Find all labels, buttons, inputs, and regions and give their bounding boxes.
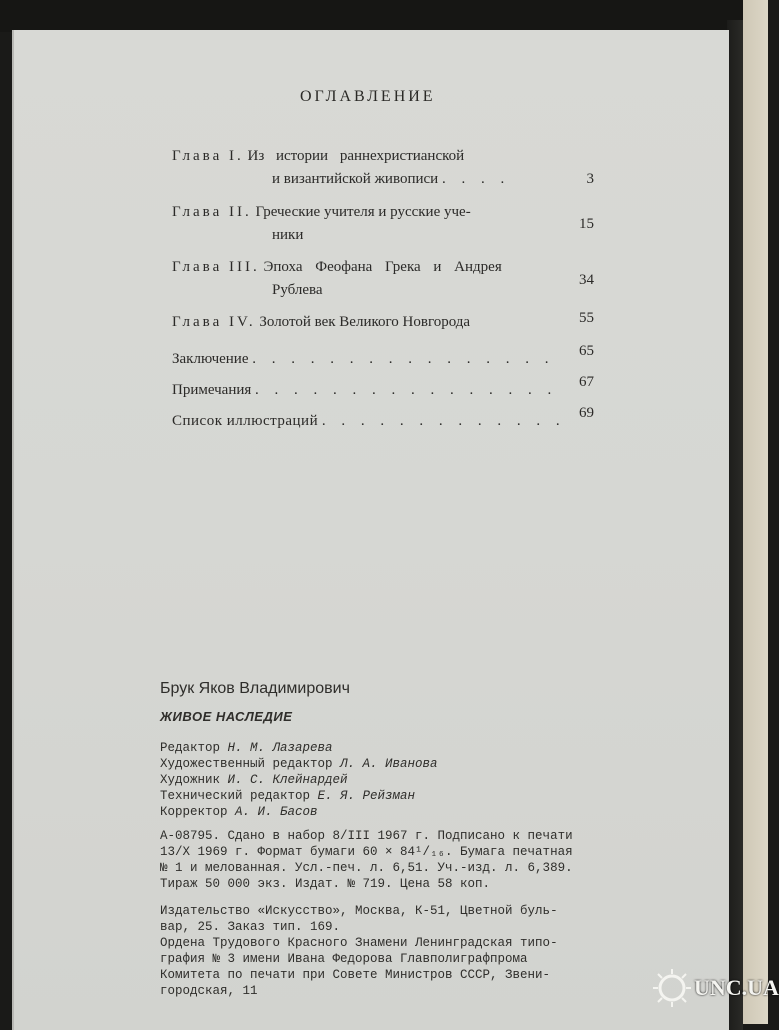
printer-info: Ордена Трудового Красного Знамени Ленинградская типо- графия № 3 имени Ивана Федорова Главполиграфпрома Комитета по печати при Совете Министров СССР, Звени- городская, 11 [160,936,558,998]
credit-name: Е. Я. Рейзман [317,789,416,803]
chapter-title-line1: Из истории раннехристианской [247,148,465,164]
page-number: 34 [579,272,594,288]
credit-name: А. И. Басов [235,805,318,819]
chapter-title-line2: Рублева [272,282,323,298]
chapter-title-line2: ники [272,227,304,243]
entry-title: Заключение [172,351,249,367]
author-name: Брук Яков Владимирович [160,680,350,697]
credits-list [160,740,438,820]
book-title: ЖИВОЕ НАСЛЕДИЕ [160,709,293,724]
page-number: 15 [579,216,594,232]
credit-line [160,804,438,820]
credit-line [160,756,438,772]
page-number: 67 [579,374,594,390]
adjacent-page [743,0,768,1024]
watermark-seal-icon [652,968,692,1008]
table-of-contents [172,145,602,429]
chapter-label: Глава IV. [172,314,256,330]
credit-role: Корректор [160,805,228,819]
chapter-label: Глава II. [172,204,252,220]
entry-title: Список иллюстраций [172,413,319,429]
print-info: А-08795. Сдано в набор 8/III 1967 г. Подписано к печати 13/X 1969 г. Формат бумаги 60 × 84¹/₁₆. Бумага печатная № 1 и мелованная. Усл.-печ. л. 6,51. Уч.-изд. л. 6,389. Тираж 50 000 экз. Издат. № 719. Цена 58 коп. [160,829,573,891]
credit-line [160,788,438,804]
page-number: 65 [579,343,594,359]
credit-line [160,740,438,756]
credit-role: Художественный редактор [160,757,333,771]
leader-dots: . . . . . . . . . . . . . . . . [252,351,555,367]
credit-name: Л. А. Иванова [340,757,438,771]
watermark [652,968,779,1008]
chapter-label: Глава III. [172,259,260,275]
chapter-title-line1: Золотой век Великого Новгорода [259,314,471,330]
toc-entry-chapter-4 [172,311,602,334]
toc-entry-chapter-2 [172,201,602,247]
credit-role: Технический редактор [160,789,311,803]
toc-entry-notes [172,374,602,402]
credit-name: И. С. Клейнардей [227,773,348,787]
chapter-title-line1: Эпоха Феофана Грека и Андрея [263,259,502,275]
toc-entry-chapter-3 [172,256,602,302]
credit-role: Художник [160,773,221,787]
leader-dots: . . . . . . . . . . . . . . . . [255,382,558,398]
toc-title: ОГЛАВЛЕНИЕ [300,88,436,105]
page-number: 3 [586,171,594,187]
page-gutter-shadow [727,20,743,1030]
leader-dots: . . . . . . . . . . . . . [321,413,566,429]
chapter-label: Глава I. [172,148,244,164]
watermark-text: UNC.UA [694,975,779,1000]
publisher-info: Издательство «Искусство», Москва, К-51, Цветной буль- вар, 25. Заказ тип. 169. [160,904,558,934]
toc-entry-chapter-1 [172,145,602,191]
page-number: 55 [579,310,594,326]
leader-dots: . . . . [441,171,511,187]
page-number: 69 [579,405,594,421]
background-top [0,0,768,32]
credit-name: Н. М. Лазарева [227,741,333,755]
chapter-title-line2: и византийской живописи [272,171,439,187]
toc-entry-illustrations [172,405,602,433]
entry-title: Примечания [172,382,252,398]
toc-entry-conclusion [172,343,602,371]
credit-role: Редактор [160,741,221,755]
credit-line [160,772,438,788]
chapter-title-line1: Греческие учителя и русские уче- [255,204,471,220]
